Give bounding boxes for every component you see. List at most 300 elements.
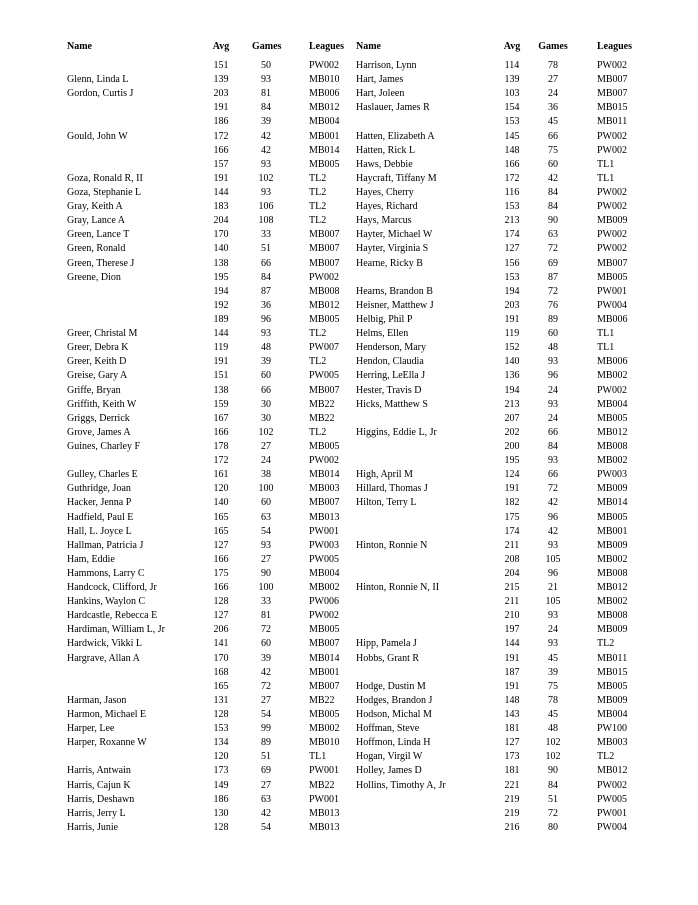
average: 202 [504,426,520,438]
games-count: 80 [548,821,558,833]
average: 182 [504,497,520,509]
average: 172 [213,455,229,467]
average: 175 [213,567,229,579]
games-count: 93 [548,455,558,467]
average: 219 [504,807,520,819]
average: 127 [504,243,520,255]
bowler-name: Hargrave, Allan A [67,652,140,664]
league-code: MB011 [597,116,628,128]
league-code: MB010 [309,74,340,86]
table-row [67,186,347,200]
average: 215 [504,582,520,594]
league-code: PW002 [309,60,339,71]
average: 134 [213,737,229,749]
league-code: MB010 [309,737,340,749]
table-row [67,666,347,680]
games-count: 54 [261,821,271,833]
league-code: MB015 [597,666,628,678]
table-row [67,567,347,581]
bowler-name: Goza, Ronald R, II [67,172,143,184]
table-row [356,73,656,87]
average: 181 [504,765,520,777]
games-count: 27 [261,779,271,791]
league-code: TL1 [597,328,615,340]
table-row [356,708,656,722]
average: 124 [504,469,520,481]
header-leagues: Leagues [597,41,632,52]
average: 173 [504,751,520,763]
table-row [356,242,656,256]
league-code: MB005 [309,624,340,636]
table-row [356,637,656,651]
league-code: MB007 [309,257,340,269]
average: 128 [213,709,229,721]
bowler-name: Hallman, Patricia J [67,539,144,551]
league-code: PW005 [309,553,339,565]
average: 195 [504,455,520,467]
table-row [67,553,347,567]
league-code: MB008 [309,285,340,297]
header-name: Name [67,41,92,52]
table-row [356,553,656,567]
average: 178 [213,440,229,452]
right-header-row [356,40,656,59]
average: 159 [213,398,229,410]
bowler-name: Hadfield, Paul E [67,511,134,523]
games-count: 81 [261,88,271,100]
average: 154 [504,102,520,114]
table-row [67,637,347,651]
average: 153 [213,723,229,735]
average: 139 [213,74,229,86]
average: 130 [213,807,229,819]
league-code: MB009 [597,624,628,636]
bowler-name: Hammons, Larry C [67,567,145,579]
league-code: PW002 [597,144,627,156]
bowler-name: Hoffman, Steve [356,723,420,735]
average: 166 [504,158,520,170]
table-row [67,581,347,595]
bowler-name: Hart, Joleen [356,88,405,100]
average: 191 [213,102,229,114]
average: 138 [213,257,229,269]
games-count: 84 [548,440,558,452]
table-row [356,779,656,793]
bowler-name: Hardwick, Vikki L [67,638,143,650]
average: 210 [504,610,520,622]
average: 194 [504,285,520,297]
bowler-name: Hardiman, William L, Jr [67,624,166,636]
average: 166 [213,553,229,565]
table-row [356,511,656,525]
table-row [67,750,347,764]
games-count: 45 [548,709,558,721]
league-code: PW002 [597,186,627,198]
league-code: MB008 [597,610,628,622]
league-code: MB005 [309,158,340,170]
league-code: MB002 [597,455,628,467]
league-code: PW002 [309,271,339,283]
table-row [356,186,656,200]
games-count: 99 [261,723,271,735]
games-count: 93 [261,539,271,551]
games-count: 72 [261,624,271,636]
league-code: MB007 [309,229,340,241]
average: 213 [504,398,520,410]
bowler-name: Harris, Cajun K [67,779,131,791]
bowler-name: Hayes, Richard [356,201,418,213]
bowler-name: Hobbs, Grant R [356,652,420,664]
average: 140 [504,356,520,368]
games-count: 84 [261,271,271,283]
league-code: PW001 [309,765,339,777]
table-row [356,158,656,172]
bowler-name: High, April M [356,469,413,481]
average: 153 [504,116,520,128]
games-count: 39 [261,356,271,368]
table-row [356,680,656,694]
average: 170 [213,229,229,241]
games-count: 93 [548,539,558,551]
league-code: MB008 [597,440,628,452]
bowler-name: Handcock, Clifford, Jr [67,582,157,594]
average: 183 [213,201,229,213]
table-row [356,539,656,553]
league-code: MB005 [597,511,628,523]
games-count: 72 [548,243,558,255]
bowler-name: Higgins, Eddie L, Jr [356,426,437,438]
table-row [356,257,656,271]
league-code: MB005 [309,313,340,325]
table-row [356,130,656,144]
bowler-name: Grove, James A [67,426,131,438]
average: 204 [504,567,520,579]
table-row [67,454,347,468]
games-count: 66 [548,130,558,142]
table-row [67,73,347,87]
league-code: MB004 [597,709,628,721]
average: 219 [504,793,520,805]
games-count: 42 [261,130,271,142]
bowler-name: Harmon, Michael E [67,709,147,721]
table-row [356,144,656,158]
average: 165 [213,511,229,523]
league-code: PW002 [597,243,627,255]
games-count: 24 [548,412,558,424]
average: 173 [213,765,229,777]
table-row [67,821,347,835]
table-row [67,271,347,285]
games-count: 21 [548,582,558,594]
table-row [356,567,656,581]
table-row [67,525,347,539]
league-code: TL2 [309,426,327,438]
bowler-name: Hacker, Jenna P [67,497,132,509]
league-code: MB002 [597,596,628,608]
games-count: 30 [261,412,271,424]
league-code: MB003 [597,737,628,749]
average: 127 [504,737,520,749]
bowler-name: Harrison, Lynn [356,60,417,71]
games-count: 93 [548,398,558,410]
average: 144 [213,186,229,198]
average: 136 [504,370,520,382]
table-row [67,736,347,750]
games-count: 72 [548,807,558,819]
league-code: MB014 [309,144,340,156]
bowler-name: Hester, Travis D [356,384,422,396]
games-count: 75 [548,680,558,692]
table-row [67,595,347,609]
league-code: TL1 [597,172,615,184]
league-code: PW007 [309,342,339,354]
average: 191 [213,356,229,368]
league-code: PW001 [597,285,627,297]
games-count: 102 [258,426,274,438]
average: 128 [213,596,229,608]
average: 213 [504,215,520,227]
average: 167 [213,412,229,424]
bowler-name: Hodge, Dustin M [356,680,426,692]
table-row [67,313,347,327]
table-row [356,468,656,482]
games-count: 66 [548,469,558,481]
league-code: MB004 [597,398,628,410]
games-count: 106 [258,201,274,213]
table-row [67,793,347,807]
table-row [67,257,347,271]
average: 191 [504,652,520,664]
left-header-row [67,40,347,59]
left-column-block [67,40,347,835]
games-count: 93 [261,186,271,198]
games-count: 89 [261,737,271,749]
average: 221 [504,779,520,791]
league-code: MB011 [597,652,628,664]
games-count: 105 [545,553,561,565]
table-row [67,285,347,299]
average: 119 [504,328,520,340]
table-row [67,708,347,722]
bowler-name: Hicks, Matthew S [356,398,428,410]
bowler-name: Griggs, Derrick [67,412,130,424]
table-row [67,623,347,637]
games-count: 45 [548,652,558,664]
games-count: 36 [548,102,558,114]
games-count: 45 [548,116,558,128]
games-count: 89 [548,313,558,325]
average: 186 [213,793,229,805]
league-code: PW002 [597,229,627,241]
league-code: MB013 [309,807,340,819]
games-count: 84 [548,779,558,791]
bowler-name: Guines, Charley F [67,440,141,452]
average: 138 [213,384,229,396]
games-count: 66 [261,384,271,396]
games-count: 54 [261,709,271,721]
games-count: 84 [548,186,558,198]
league-code: PW006 [309,596,339,608]
table-row [67,426,347,440]
average: 116 [504,186,520,198]
average: 191 [504,483,520,495]
table-row [356,652,656,666]
games-count: 42 [548,172,558,184]
league-code: MB006 [597,313,628,325]
average: 211 [504,596,520,608]
average: 189 [213,313,229,325]
average: 181 [504,723,520,735]
average: 200 [504,440,520,452]
average: 186 [213,116,229,128]
bowler-name: Griffe, Bryan [67,384,121,396]
bowler-name: Harman, Jason [67,694,127,706]
average: 144 [504,638,520,650]
average: 168 [213,666,229,678]
games-count: 50 [261,60,271,71]
bowler-name: Hinton, Ronnie N [356,539,428,551]
games-count: 48 [548,342,558,354]
league-code: TL2 [309,172,327,184]
league-code: MB012 [597,582,628,594]
table-row [356,327,656,341]
table-row [356,454,656,468]
games-count: 36 [261,299,271,311]
table-row [67,652,347,666]
games-count: 60 [261,497,271,509]
bowler-name: Hardcastle, Rebecca E [67,610,158,622]
league-code: MB007 [309,384,340,396]
league-code: MB009 [597,694,628,706]
average: 172 [213,130,229,142]
bowler-name: Hatten, Elizabeth A [356,130,435,142]
league-code: MB005 [597,680,628,692]
league-code: MB009 [597,215,628,227]
bowler-name: Helms, Ellen [356,328,409,340]
league-code: MB007 [597,74,628,86]
bowler-name: Griffith, Keith W [67,398,137,410]
bowler-name: Hearne, Ricky B [356,257,423,269]
bowler-name: Greer, Debra K [67,342,129,354]
league-code: MB002 [309,582,340,594]
games-count: 93 [261,158,271,170]
league-code: MB014 [309,469,340,481]
league-code: TL2 [309,328,327,340]
table-row [356,115,656,129]
average: 153 [504,201,520,213]
games-count: 105 [545,596,561,608]
league-code: MB006 [309,88,340,100]
league-code: PW002 [597,130,627,142]
table-row [356,722,656,736]
table-row [356,666,656,680]
average: 192 [213,299,229,311]
table-row [67,468,347,482]
table-row [67,384,347,398]
games-count: 102 [258,172,274,184]
table-row [356,793,656,807]
bowler-name: Hart, James [356,74,404,86]
games-count: 51 [261,243,271,255]
games-count: 38 [261,469,271,481]
table-row [67,130,347,144]
table-row [356,200,656,214]
league-code: MB002 [597,553,628,565]
bowler-name: Hogan, Virgil W [356,751,423,763]
games-count: 81 [261,610,271,622]
average: 191 [213,172,229,184]
table-row [67,355,347,369]
table-row [356,87,656,101]
table-row [356,384,656,398]
league-code: MB22 [309,398,335,410]
bowler-name: Hayter, Virginia S [356,243,429,255]
average: 191 [504,313,520,325]
bowler-name: Ham, Eddie [67,553,115,565]
bowler-name: Green, Therese J [67,257,135,269]
average: 206 [213,624,229,636]
league-code: PW001 [597,807,627,819]
table-row [67,496,347,510]
bowler-name: Gordon, Curtis J [67,88,134,100]
league-code: PW002 [309,610,339,622]
league-code: PW004 [597,299,627,311]
average: 140 [213,243,229,255]
table-row [356,285,656,299]
table-row [356,623,656,637]
games-count: 96 [548,370,558,382]
league-code: MB007 [309,680,340,692]
league-code: MB005 [309,709,340,721]
games-count: 27 [261,440,271,452]
header-avg: Avg [503,41,521,52]
bowler-name: Hays, Marcus [356,215,412,227]
games-count: 96 [548,511,558,523]
games-count: 24 [548,384,558,396]
bowler-name: Harper, Lee [67,723,115,735]
table-row [356,440,656,454]
games-count: 42 [548,525,558,537]
bowler-name: Hipp, Pamela J [356,638,417,650]
average: 141 [213,638,229,650]
table-row [356,482,656,496]
bowler-name: Henderson, Mary [356,342,426,354]
bowler-name: Gulley, Charles E [67,469,138,481]
league-code: MB012 [597,426,628,438]
games-count: 60 [548,158,558,170]
right-table-body [356,59,656,835]
average: 153 [504,271,520,283]
games-count: 39 [261,116,271,128]
games-count: 100 [258,582,274,594]
league-code: MB013 [309,821,340,833]
league-code: PW005 [597,793,627,805]
league-code: TL2 [309,215,327,227]
games-count: 69 [548,257,558,269]
games-count: 63 [261,511,271,523]
games-count: 69 [261,765,271,777]
league-code: MB009 [597,539,628,551]
average: 165 [213,680,229,692]
games-count: 87 [548,271,558,283]
header-name: Name [356,41,381,52]
league-code: TL1 [597,342,615,354]
games-count: 75 [548,144,558,156]
average: 166 [213,426,229,438]
table-row [67,299,347,313]
league-code: TL1 [597,158,615,170]
average: 119 [213,342,229,354]
